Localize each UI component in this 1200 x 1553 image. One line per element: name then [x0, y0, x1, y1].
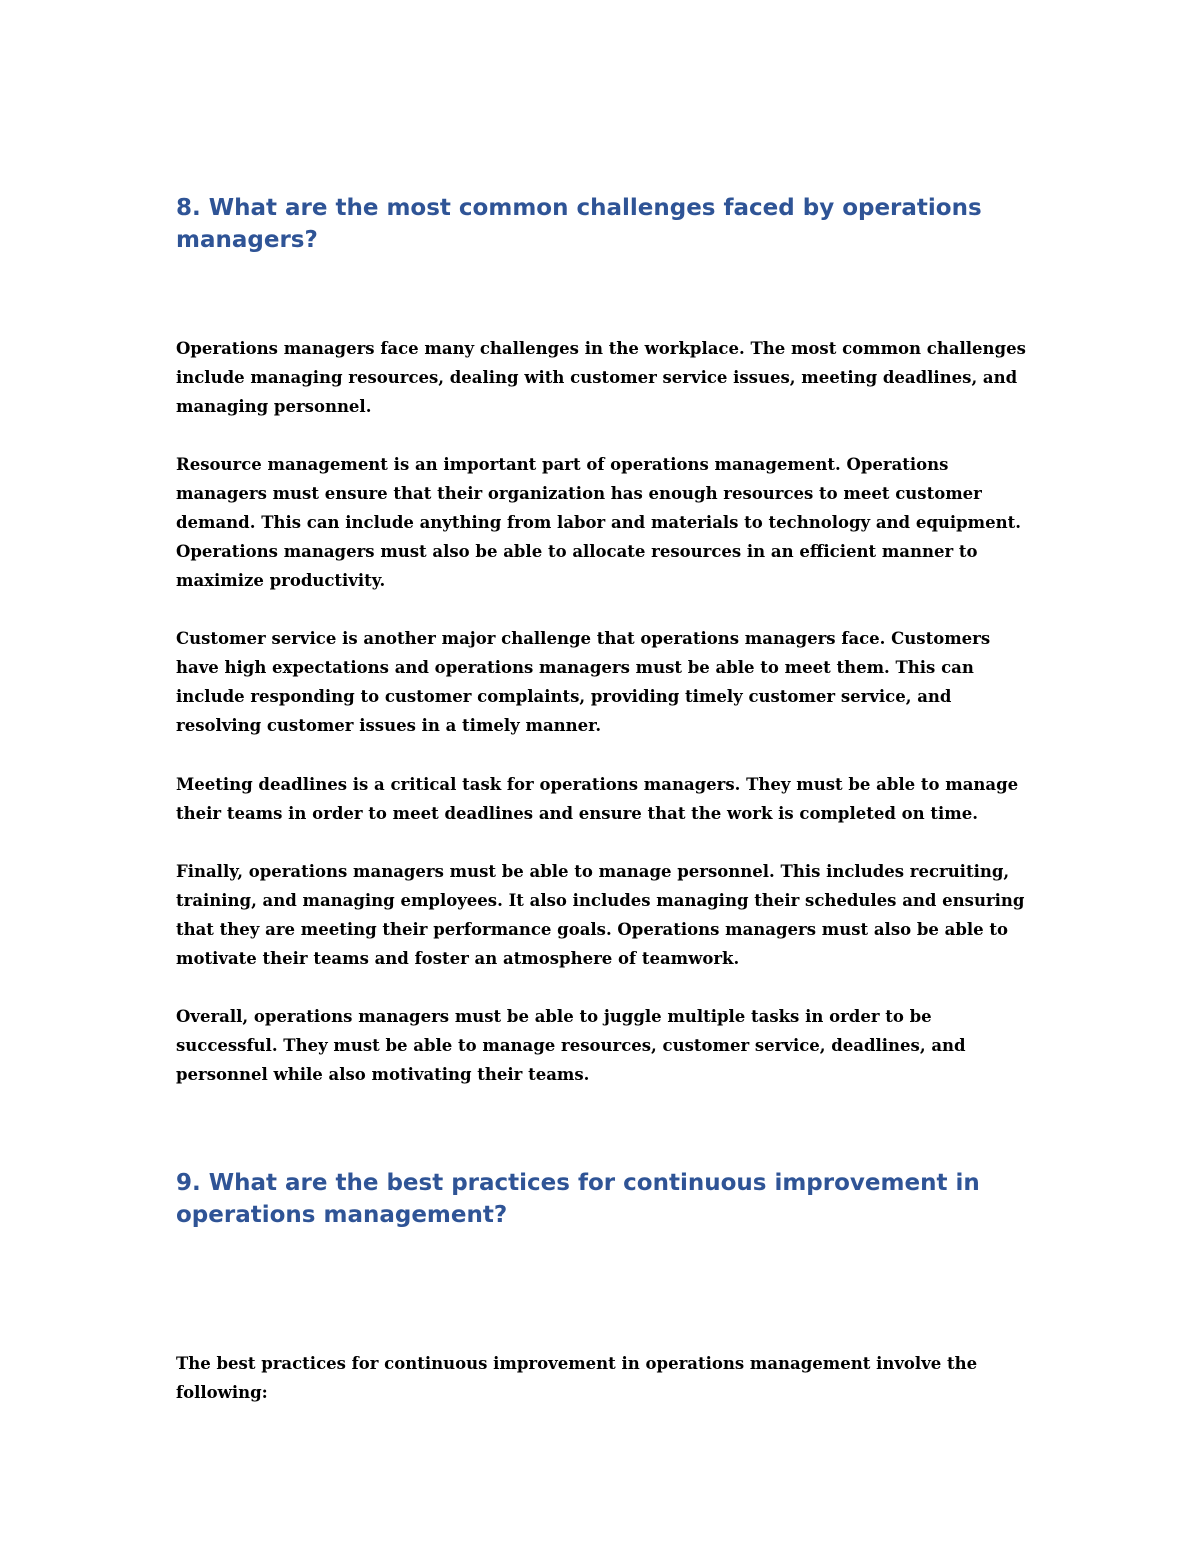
section-8-overall-paragraph: Overall, operations managers must be able to juggle multiple tasks in order to be successful. They must be able to manage resources, customer service, deadlines, and personnel while also motivating their teams. — [176, 1007, 966, 1084]
section-8-heading: 8. What are the most common challenges faced by operations managers? — [176, 195, 982, 253]
section-8-resource-management-paragraph: Resource management is an important part of operations management. Operations managers must ensure that their organization has enough resources to meet customer demand. This can include anything from labor and materials to technology and equipment. Operations managers must also be able to allocate resources in an efficient manner to maximize productivity. — [176, 455, 1021, 590]
section-8-intro-paragraph: Operations managers face many challenges in the workplace. The most common challenges include managing resources, dealing with customer service issues, meeting deadlines, and managing personnel. — [176, 339, 1026, 416]
section-9-heading: 9. What are the best practices for continuous improvement in operations management? — [176, 1170, 980, 1228]
section-8-deadlines-paragraph: Meeting deadlines is a critical task for operations managers. They must be able to manage their teams in order to meet deadlines and ensure that the work is completed on time. — [176, 775, 1019, 823]
section-9-intro-paragraph: The best practices for continuous improvement in operations management involve the following: — [176, 1354, 978, 1402]
section-8-customer-service-paragraph: Customer service is another major challenge that operations managers face. Customers have high expectations and operations managers must be able to meet them. This can include responding to customer complaints, providing timely customer service, and resolving customer issues in a timely manner. — [176, 629, 991, 735]
section-8-personnel-paragraph: Finally, operations managers must be able to manage personnel. This includes recruiting, training, and managing employees. It also includes managing their schedules and ensuring that they are meeting their performance goals. Operations managers must also be able to motivate their teams and foster an atmosphere of teamwork. — [176, 862, 1025, 968]
